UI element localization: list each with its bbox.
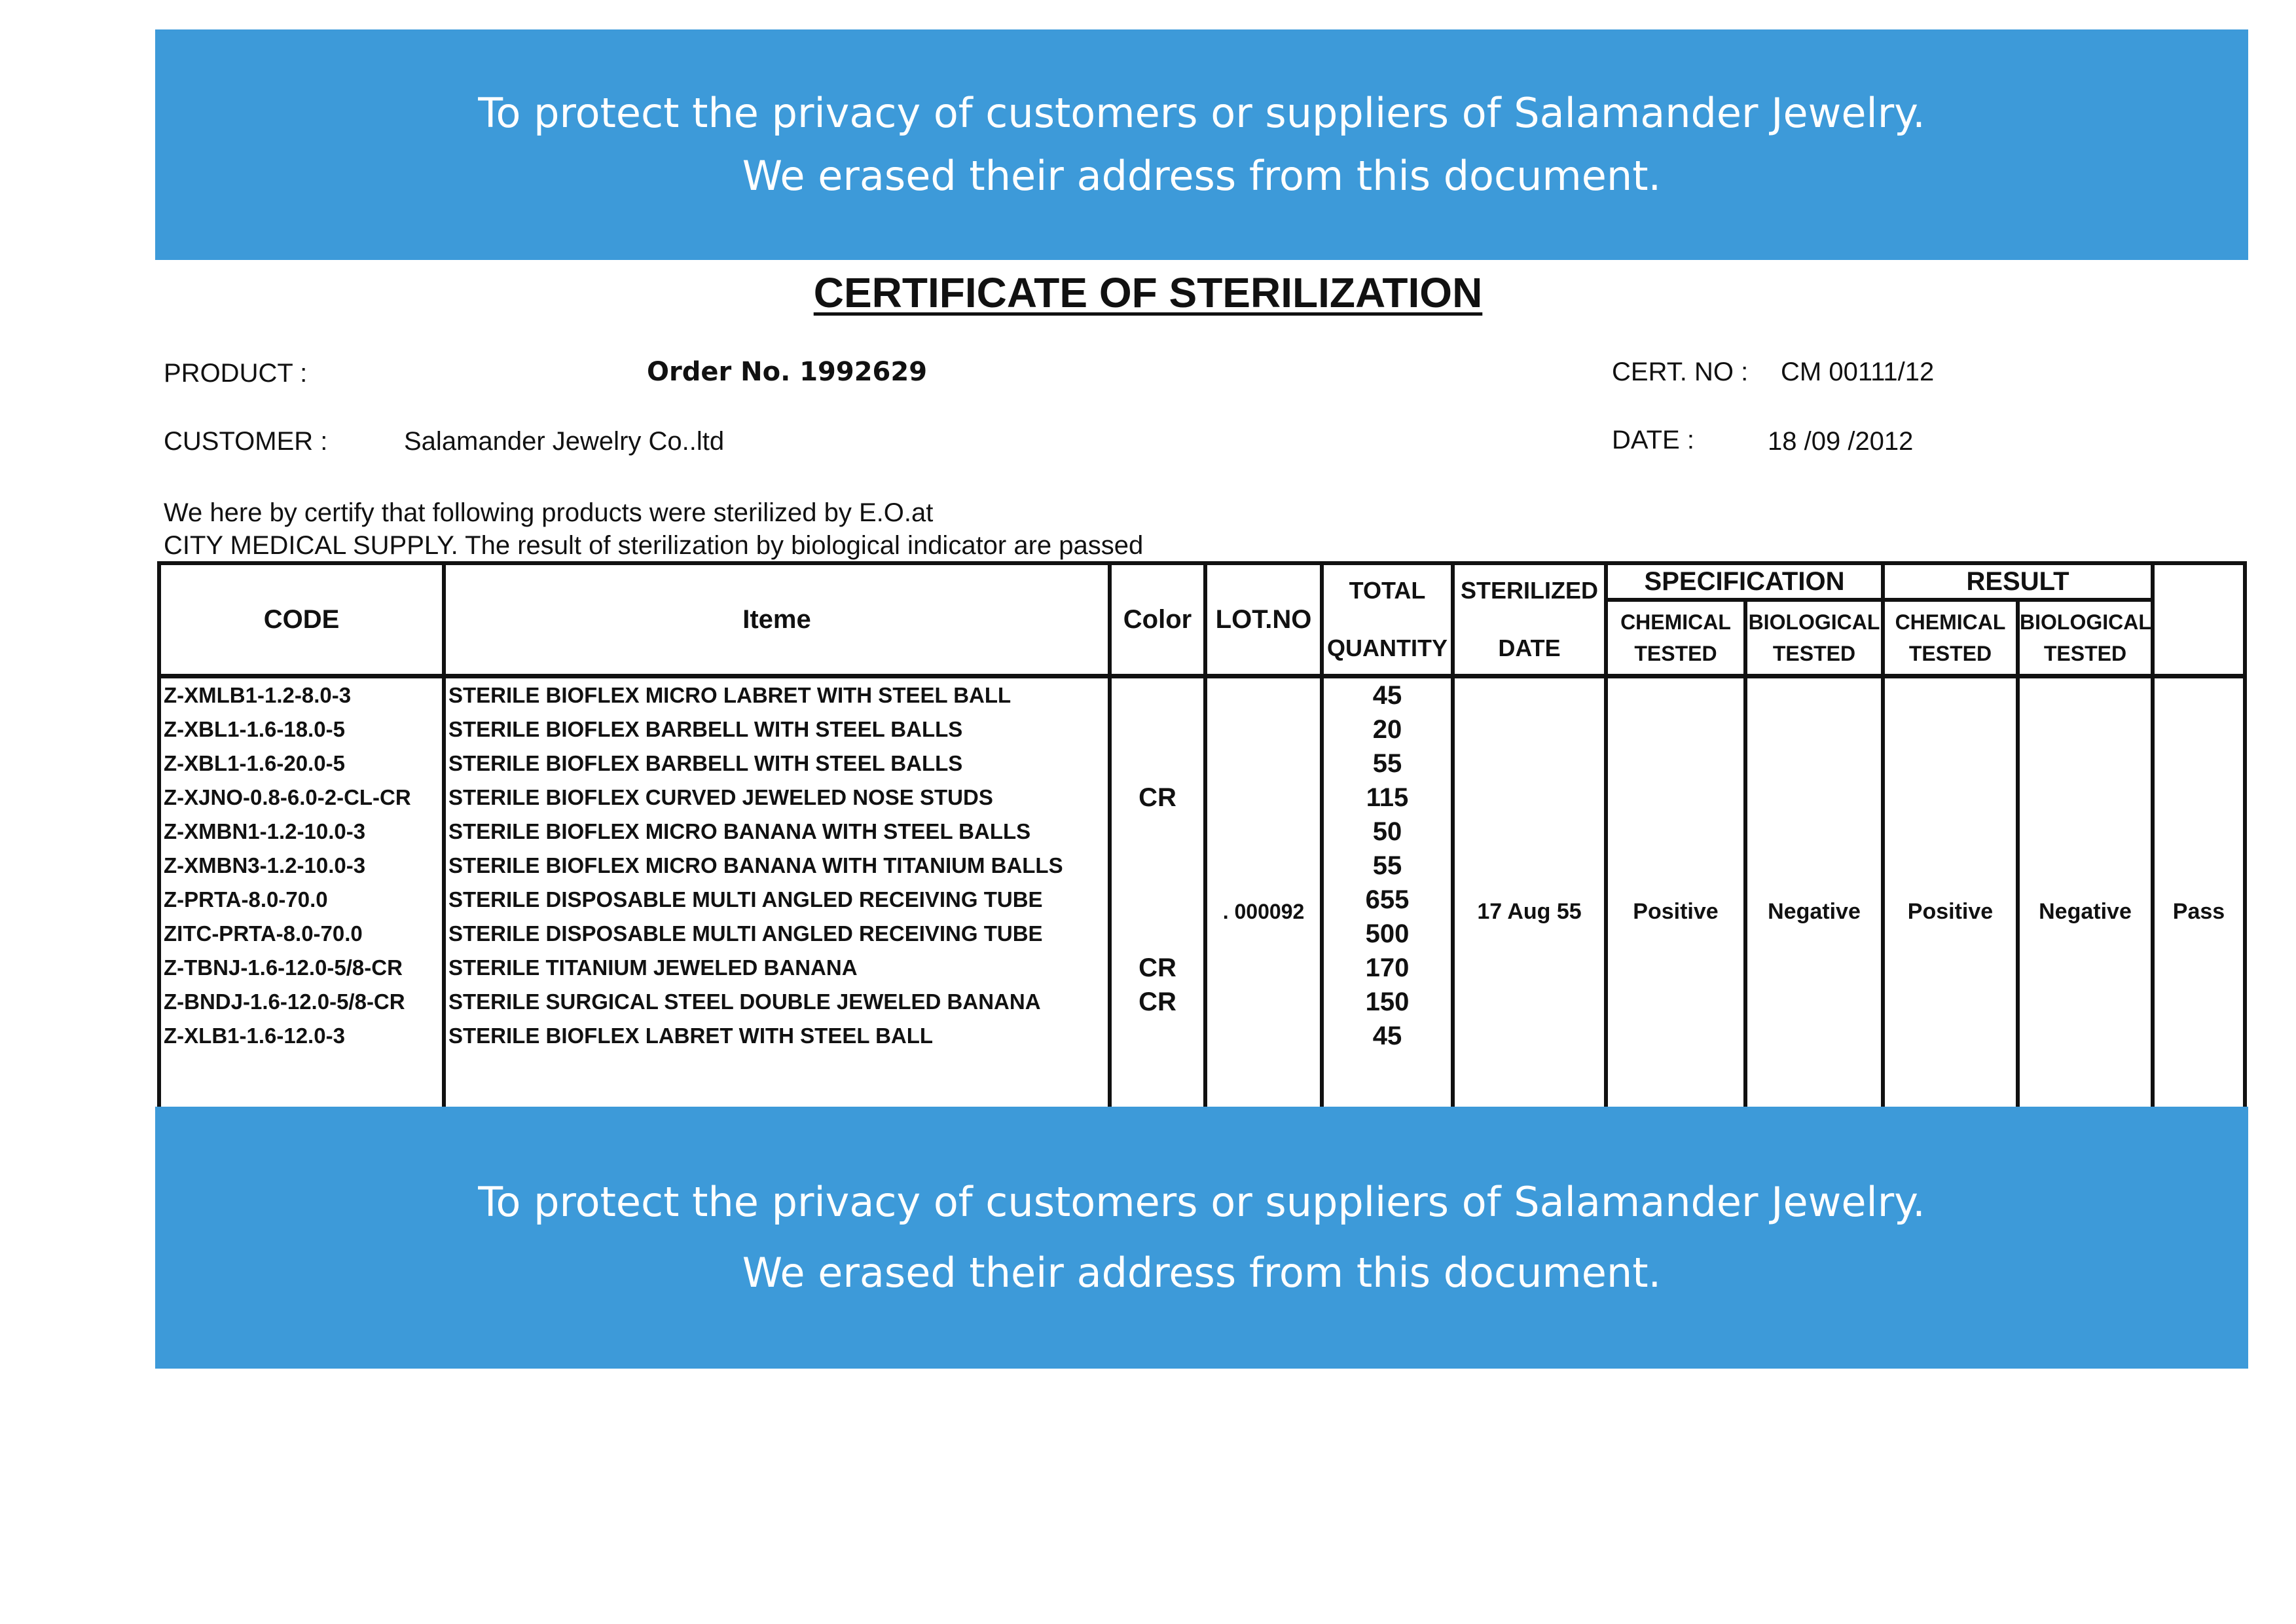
final-result: Pass <box>2153 676 2245 1145</box>
row-color: CR <box>1110 985 1205 1019</box>
date-value: 18 /09 /2012 <box>1768 427 1914 456</box>
row-item: STERILE BIOFLEX MICRO BANANA WITH TITANIUM BALLS <box>444 849 1110 883</box>
row-color <box>1110 849 1205 883</box>
row-color <box>1110 815 1205 849</box>
row-code: Z-XBL1-1.6-20.0-5 <box>159 747 444 781</box>
row-item: STERILE BIOFLEX LABRET WITH STEEL BALL <box>444 1019 1110 1053</box>
row-color <box>1110 1019 1205 1053</box>
header-color: Color <box>1110 563 1205 676</box>
row-color <box>1110 747 1205 781</box>
row-quantity: 655 <box>1322 883 1453 917</box>
header-result-chemical: CHEMICAL TESTED <box>1883 600 2018 676</box>
row-code: Z-XMBN1-1.2-10.0-3 <box>159 815 444 849</box>
row-code: Z-BNDJ-1.6-12.0-5/8-CR <box>159 985 444 1019</box>
row-item: STERILE BIOFLEX CURVED JEWELED NOSE STUDS <box>444 781 1110 815</box>
cert-no-label: CERT. NO : <box>1612 358 1749 386</box>
row-code: Z-XLB1-1.6-12.0-3 <box>159 1019 444 1053</box>
row-color <box>1110 676 1205 713</box>
header-code: CODE <box>159 563 444 676</box>
row-color <box>1110 917 1205 951</box>
row-item: STERILE TITANIUM JEWELED BANANA <box>444 951 1110 985</box>
privacy-line-1: To protect the privacy of customers or suppliers of Salamander Jewelry. <box>478 89 1925 137</box>
row-item: STERILE BIOFLEX BARBELL WITH STEEL BALLS <box>444 747 1110 781</box>
row-item: STERILE DISPOSABLE MULTI ANGLED RECEIVING TUBE <box>444 883 1110 917</box>
header-item: Iteme <box>444 563 1110 676</box>
customer-value: Salamander Jewelry Co..ltd <box>404 427 725 456</box>
header-quantity: QUANTITY <box>1327 635 1448 661</box>
certification-statement <box>164 496 1143 562</box>
header-total: TOTAL <box>1349 577 1426 604</box>
header-spec-chemical: CHEMICAL TESTED <box>1606 600 1745 676</box>
date-label: DATE : <box>1612 426 1694 454</box>
privacy-line-2: We erased their address from this document. <box>742 152 1662 200</box>
order-number: Order No. 1992629 <box>647 357 928 387</box>
header-spec-biological: BIOLOGICAL TESTED <box>1745 600 1883 676</box>
row-item: STERILE DISPOSABLE MULTI ANGLED RECEIVING TUBE <box>444 917 1110 951</box>
header-lot-no: LOT.NO <box>1205 563 1322 676</box>
header-result: RESULT <box>1883 563 2153 600</box>
row-quantity: 50 <box>1322 815 1453 849</box>
cert-no-value: CM 00111/12 <box>1781 358 1935 386</box>
privacy-line-1: To protect the privacy of customers or suppliers of Salamander Jewelry. <box>478 1178 1925 1226</box>
header-date: DATE <box>1498 635 1561 661</box>
row-code: Z-XMLB1-1.2-8.0-3 <box>159 676 444 713</box>
row-code: Z-PRTA-8.0-70.0 <box>159 883 444 917</box>
header-final-blank <box>2153 563 2245 676</box>
spec-biological-value: Negative <box>1745 676 1883 1145</box>
statement-line-1: We here by certify that following products were sterilized by E.O.at <box>164 498 934 527</box>
row-quantity: 500 <box>1322 917 1453 951</box>
row-color: CR <box>1110 781 1205 815</box>
sterilized-date: 17 Aug 55 <box>1453 676 1606 1145</box>
header-specification: SPECIFICATION <box>1606 563 1883 600</box>
customer-label: CUSTOMER : <box>164 427 328 456</box>
sterilization-table <box>157 561 2247 1145</box>
document-title: CERTIFICATE OF STERILIZATION <box>813 269 1483 316</box>
table-row <box>159 676 2245 713</box>
privacy-banner-top <box>155 29 2248 260</box>
row-code: Z-TBNJ-1.6-12.0-5/8-CR <box>159 951 444 985</box>
header-total-quantity <box>1322 563 1453 676</box>
row-color <box>1110 883 1205 917</box>
row-code: Z-XMBN3-1.2-10.0-3 <box>159 849 444 883</box>
row-quantity: 55 <box>1322 747 1453 781</box>
row-quantity: 115 <box>1322 781 1453 815</box>
header-sterilized: STERILIZED <box>1460 577 1598 604</box>
row-quantity: 45 <box>1322 1019 1453 1053</box>
result-biological-value: Negative <box>2018 676 2153 1145</box>
row-item: STERILE SURGICAL STEEL DOUBLE JEWELED BANANA <box>444 985 1110 1019</box>
row-quantity: 150 <box>1322 985 1453 1019</box>
header-sterilized-date <box>1453 563 1606 676</box>
row-item: STERILE BIOFLEX MICRO LABRET WITH STEEL BALL <box>444 676 1110 713</box>
statement-line-2: CITY MEDICAL SUPPLY. The result of sterilization by biological indicator are passed <box>164 531 1144 560</box>
row-quantity: 45 <box>1322 676 1453 713</box>
row-color: CR <box>1110 951 1205 985</box>
spec-chemical-value: Positive <box>1606 676 1745 1145</box>
row-item: STERILE BIOFLEX BARBELL WITH STEEL BALLS <box>444 712 1110 747</box>
row-quantity: 170 <box>1322 951 1453 985</box>
privacy-banner-bottom <box>155 1107 2248 1369</box>
lot-number: . 000092 <box>1205 676 1322 1145</box>
row-item: STERILE BIOFLEX MICRO BANANA WITH STEEL BALLS <box>444 815 1110 849</box>
row-quantity: 20 <box>1322 712 1453 747</box>
row-code: Z-XJNO-0.8-6.0-2-CL-CR <box>159 781 444 815</box>
privacy-line-2: We erased their address from this document. <box>742 1249 1662 1297</box>
row-quantity: 55 <box>1322 849 1453 883</box>
row-color <box>1110 712 1205 747</box>
row-code: ZITC-PRTA-8.0-70.0 <box>159 917 444 951</box>
result-chemical-value: Positive <box>1883 676 2018 1145</box>
header-result-biological: BIOLOGICAL TESTED <box>2018 600 2153 676</box>
product-label: PRODUCT : <box>164 359 308 388</box>
row-code: Z-XBL1-1.6-18.0-5 <box>159 712 444 747</box>
